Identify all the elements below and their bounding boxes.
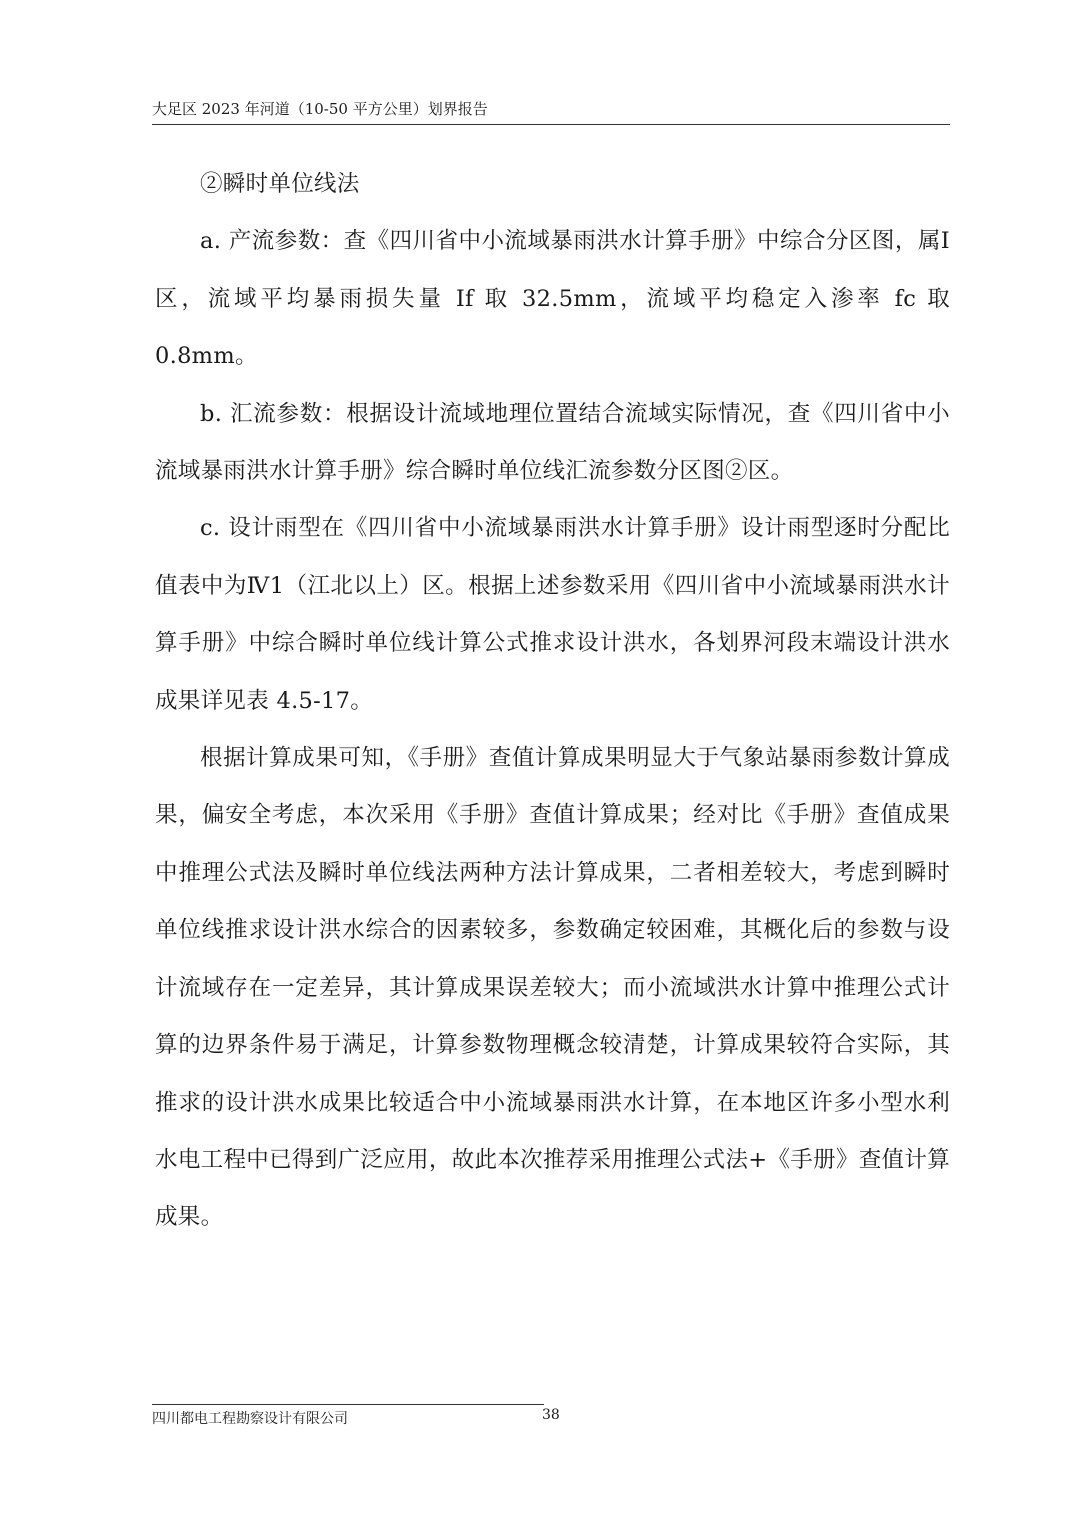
footer-rule: [152, 1404, 544, 1405]
footer-company: 四川都电工程勘察设计有限公司: [152, 1411, 348, 1427]
header-title: 大足区 2023 年河道（10-50 平方公里）划界报告: [152, 100, 488, 118]
paragraph-design-rain-pattern: c. 设计雨型在《四川省中小流域暴雨洪水计算手册》设计雨型逐时分配比值表中为Ⅳ1（江北以上）区。根据上述参数采用《四川省中小流域暴雨洪水计算手册》中综合瞬时单位线计算公式推求设计洪水，各划界河段末端设计洪水成果详见表 4.5-17。: [155, 515, 950, 714]
paragraph-runoff-parameters: a. 产流参数：查《四川省中小流域暴雨洪水计算手册》中综合分区图，属Ⅰ区，流域平均暴雨损失量 If 取 32.5mm，流域平均稳定入渗率 fc 取 0.8mm。: [155, 228, 950, 370]
body-text: [155, 156, 950, 1247]
section-heading: ②瞬时单位线法: [200, 171, 360, 197]
paragraph-conclusion: 根据计算成果可知，《手册》查值计算成果明显大于气象站暴雨参数计算成果，偏安全考虑，本次采用《手册》查值计算成果；经对比《手册》查值成果中推理公式法及瞬时单位线法两种方法计算成果，二者相差较大，考虑到瞬时单位线推求设计洪水综合的因素较多，参数确定较困难，其概化后的参数与设计流域存在一定差异，其计算成果误差较大；而小流域洪水计算中推理公式计算的边界条件易于满足，计算参数物理概念较清楚，计算成果较符合实际，其推求的设计洪水成果比较适合中小流域暴雨洪水计算，在本地区许多小型水利水电工程中已得到广泛应用，故此本次推荐采用推理公式法+《手册》查值计算成果。: [155, 745, 950, 1231]
page-number: 38: [542, 1407, 560, 1423]
paragraph-confluence-parameters: b. 汇流参数：根据设计流域地理位置结合流域实际情况，查《四川省中小流域暴雨洪水计算手册》综合瞬时单位线汇流参数分区图②区。: [155, 400, 950, 485]
page-header: [152, 96, 950, 125]
